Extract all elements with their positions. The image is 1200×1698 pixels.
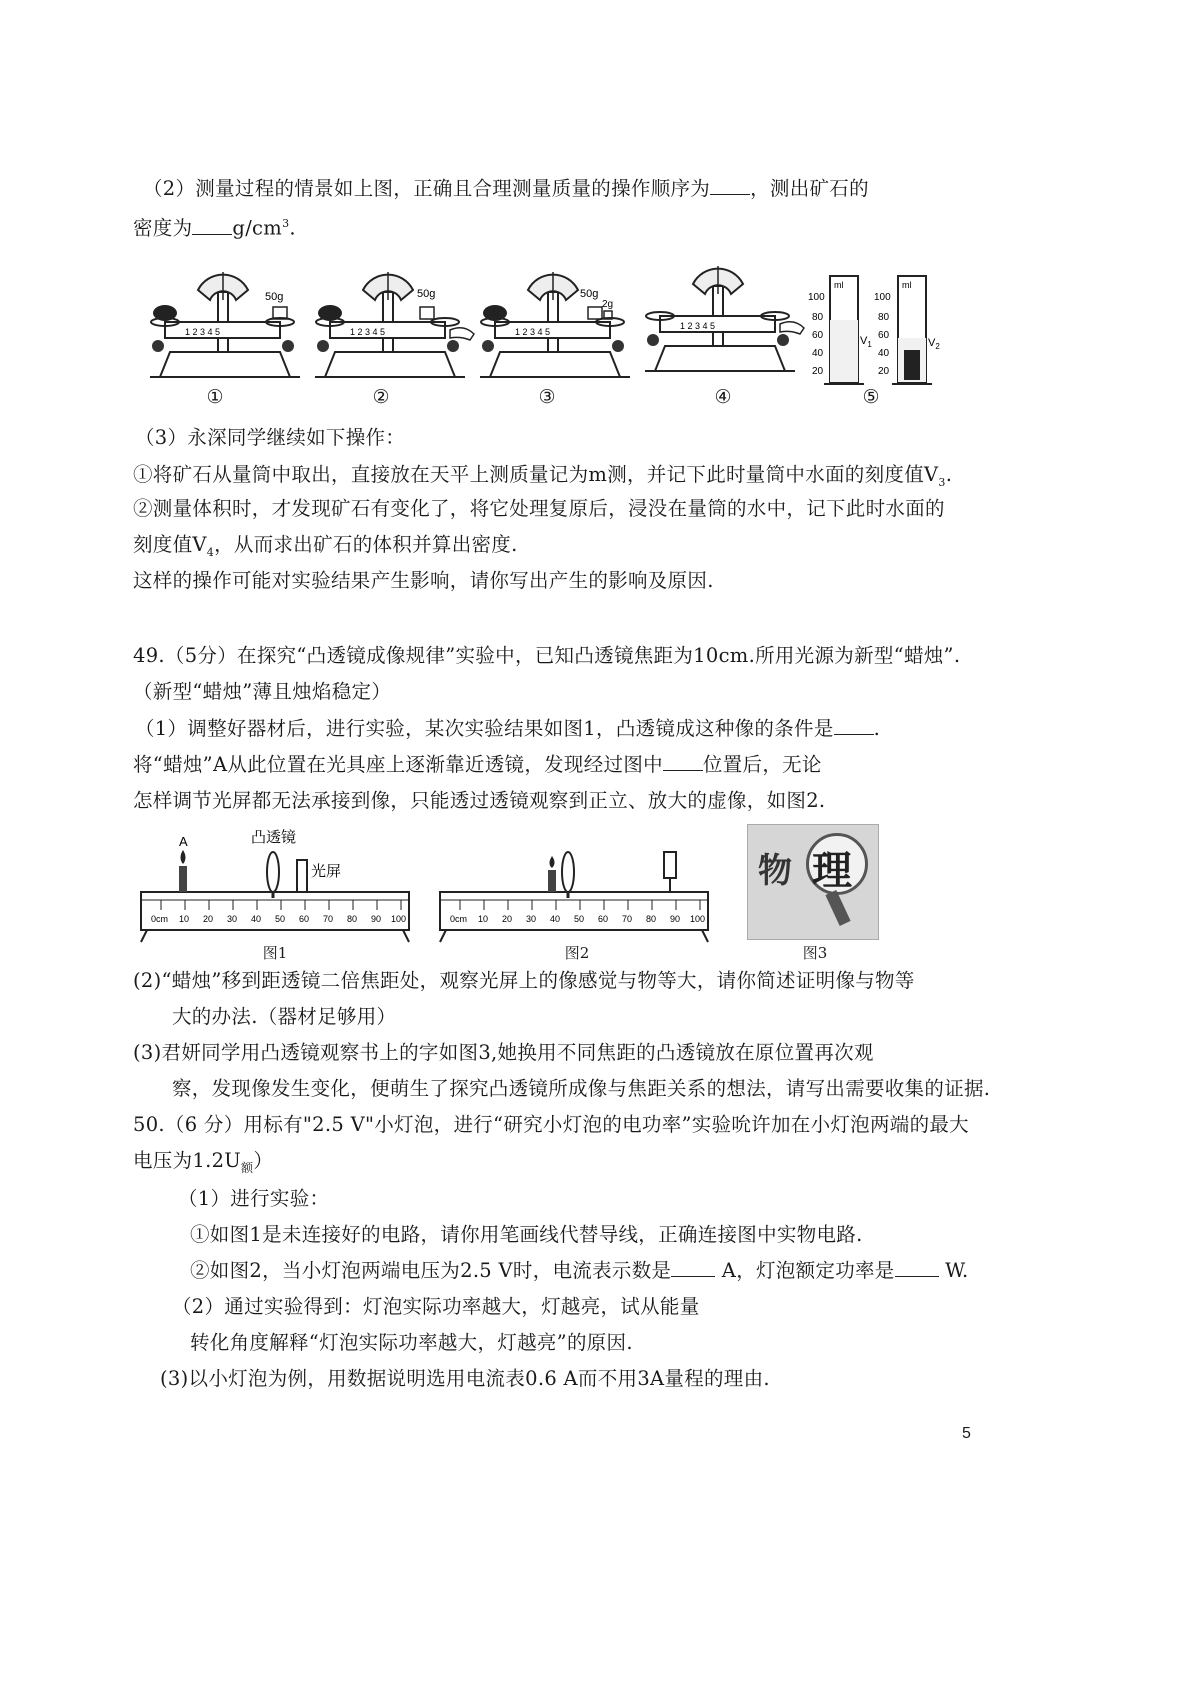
svg-text:60: 60 <box>878 330 890 341</box>
figure-caption: ⑤ <box>862 386 880 408</box>
svg-text:60: 60 <box>598 914 609 924</box>
magnified-character: 理 <box>812 847 852 894</box>
q49-part2-line2: 大的办法.（器材足够用） <box>172 1005 397 1028</box>
answer-blank[interactable] <box>671 1258 715 1277</box>
svg-text:80: 80 <box>646 914 657 924</box>
weight-label: 50g <box>417 288 436 300</box>
svg-text:100: 100 <box>808 292 825 303</box>
q48-part3-step2-line2: 刻度值$V_4$，从而求出矿石的体积并算出密度. <box>133 533 518 559</box>
svg-text:60: 60 <box>812 330 824 341</box>
figure-caption: ④ <box>714 386 732 408</box>
candle-icon <box>179 866 187 892</box>
svg-text:ml: ml <box>834 280 844 290</box>
weight-label: 50g <box>580 288 599 300</box>
svg-text:70: 70 <box>323 914 334 924</box>
q50-stem-line2: 电压为$1.2U_额$） <box>133 1149 274 1175</box>
fig-caption-3: 图3 <box>802 944 828 962</box>
svg-text:60: 60 <box>299 914 310 924</box>
svg-text:40: 40 <box>878 348 890 359</box>
svg-text:0cm: 0cm <box>151 914 169 924</box>
q49-stem-line1: 49.（5分）在探究“凸透镜成像规律”实验中，已知凸透镜焦距为10cm.所用光源为新型“蜡烛”. <box>133 644 961 667</box>
svg-text:凸透镜: 凸透镜 <box>251 829 297 846</box>
svg-text:10: 10 <box>478 914 489 924</box>
svg-text:90: 90 <box>670 914 681 924</box>
measuring-cylinders <box>808 276 940 384</box>
answer-blank[interactable] <box>663 752 703 771</box>
answer-blank[interactable] <box>192 216 232 235</box>
svg-text:0cm: 0cm <box>450 914 468 924</box>
q49-part1-line3: 怎样调节光屏都无法承接到像，只能透过透镜观察到正立、放大的虚像，如图2. <box>133 789 826 812</box>
svg-text:30: 30 <box>227 914 238 924</box>
balance-4 <box>645 266 804 371</box>
weight-label: 2g <box>602 299 614 310</box>
svg-text:70: 70 <box>622 914 633 924</box>
answer-blank[interactable] <box>834 716 874 735</box>
answer-blank[interactable] <box>895 1258 939 1277</box>
figure-caption: ① <box>206 386 224 408</box>
rock-icon <box>318 305 342 321</box>
rock-icon <box>904 350 920 380</box>
q48-part2-line2: 密度为 $g/cm^3$. <box>133 216 296 240</box>
hand-icon <box>780 322 804 334</box>
q49-part1-line2: 将“蜡烛”A从此位置在光具座上逐渐靠近透镜，发现经过图中 位置后，无论 <box>133 753 822 776</box>
balance-1 <box>150 272 300 377</box>
optical-bench-figure-1 <box>133 820 418 960</box>
q48-part3-step1: ①将矿石从量筒中取出，直接放在天平上测质量记为m测，并记下此时量筒中水面的刻度值$V_3$. <box>133 463 953 489</box>
q49-part3-line2: 察，发现像发生变化，便萌生了探究凸透镜所成像与焦距关系的想法，请写出需要收集的证据. <box>172 1077 991 1100</box>
q49-part1-line1: （1）调整好器材后，进行实验，某次实验结果如图1，凸透镜成这种像的条件是 . <box>135 717 881 740</box>
svg-text:20: 20 <box>203 914 214 924</box>
q50-part1-step2: ②如图2，当小灯泡两端电压为2.5 V时，电流表示数是 A，灯泡额定功率是 W. <box>190 1259 969 1282</box>
hand-icon <box>450 328 474 340</box>
balance-2 <box>315 272 474 377</box>
q48-part2-line1: （2）测量过程的情景如上图，正确且合理测量质量的操作顺序为 ，测出矿石的 <box>143 177 869 200</box>
rock-icon <box>153 305 177 321</box>
svg-text:20: 20 <box>878 366 890 377</box>
svg-text:100: 100 <box>874 292 891 303</box>
svg-text:A: A <box>179 834 188 849</box>
svg-text:ml: ml <box>902 280 912 290</box>
svg-text:40: 40 <box>812 348 824 359</box>
candle-icon <box>548 870 556 892</box>
svg-text:30: 30 <box>526 914 537 924</box>
light-screen-icon <box>664 852 676 878</box>
answer-blank[interactable] <box>710 176 750 195</box>
svg-text:80: 80 <box>347 914 358 924</box>
light-screen-icon <box>297 860 307 892</box>
balance-3 <box>480 272 630 377</box>
svg-text:V1: $V_1$ <box>860 335 872 349</box>
weight-icon <box>420 307 434 319</box>
svg-text:V2: $V_2$ <box>928 337 940 351</box>
q50-part2-line2: 转化角度解释“灯泡实际功率越大，灯越亮”的原因. <box>190 1331 633 1354</box>
svg-text:光屏: 光屏 <box>311 863 342 880</box>
svg-text:100: 100 <box>391 914 407 924</box>
q49-part3-line1: (3)君妍同学用凸透镜观察书上的字如图3,她换用不同焦距的凸透镜放在原位置再次观 <box>133 1041 874 1064</box>
svg-text:90: 90 <box>371 914 382 924</box>
svg-text:80: 80 <box>878 312 890 323</box>
svg-text:40: 40 <box>251 914 262 924</box>
svg-text:80: 80 <box>812 312 824 323</box>
q48-part3-step2-line1: ②测量体积时，才发现矿石有变化了，将它处理复原后，浸没在量筒的水中，记下此时水面的 <box>133 497 945 520</box>
q50-part1-title: （1）进行实验： <box>178 1187 330 1210</box>
q50-part3-line1: (3)以小灯泡为例，用数据说明选用电流表0.6 A而不用3A量程的理由. <box>160 1367 770 1390</box>
weight-label: 50g <box>265 291 284 303</box>
q50-part1-step1: ①如图1是未连接好的电路，请你用笔画线代替导线，正确连接图中实物电路. <box>190 1223 863 1246</box>
weight-icon <box>588 307 602 319</box>
q48-part3-question: 这样的操作可能对实验结果产生影响，请你写出产生的影响及原因. <box>133 569 714 592</box>
svg-text:50: 50 <box>275 914 286 924</box>
optical-bench-figure-2 <box>432 820 717 960</box>
figure-caption: ② <box>372 386 390 408</box>
svg-text:20: 20 <box>812 366 824 377</box>
convex-lens-icon <box>562 852 574 892</box>
book-character: 物 <box>758 851 792 891</box>
fig-caption-1: 图1 <box>262 944 288 962</box>
q49-part2-line1: (2)“蜡烛”移到距透镜二倍焦距处，观察光屏上的像感觉与物等大，请你简述证明像与物等 <box>133 969 915 992</box>
q50-stem-line1: 50.（6 分）用标有"2.5 V"小灯泡，进行“研究小灯泡的电功率”实验吮许加在小灯泡两端的最大 <box>133 1113 969 1136</box>
convex-lens-icon <box>267 852 279 892</box>
q49-stem-line2: （新型“蜡烛”薄且烛焰稳定） <box>133 680 392 703</box>
q48-part3-title: （3）永深同学继续如下操作： <box>135 426 406 449</box>
svg-text:20: 20 <box>502 914 513 924</box>
magnifier-photo <box>747 824 879 940</box>
svg-text:40: 40 <box>550 914 561 924</box>
fig-caption-2: 图2 <box>564 944 590 962</box>
q50-part2-line1: （2）通过实验得到：灯泡实际功率越大，灯越亮，试从能量 <box>172 1295 700 1318</box>
svg-text:10: 10 <box>179 914 190 924</box>
figure-caption: ③ <box>538 386 556 408</box>
page-number: 5 <box>962 1425 971 1442</box>
svg-text:50: 50 <box>574 914 585 924</box>
rock-icon <box>483 305 507 321</box>
svg-text:100: 100 <box>690 914 706 924</box>
